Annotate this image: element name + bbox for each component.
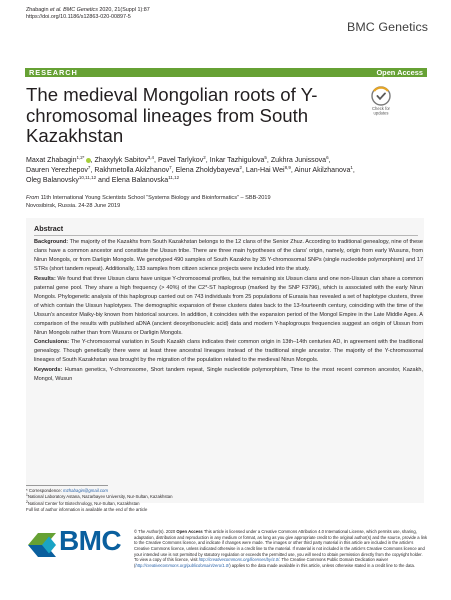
citation-journal: et al. BMC Genetics [48,7,98,13]
author-line-3: Oleg Balanovsky$^{10,11,12}$ and Elena Balanovska$^{11,12}$ [26,175,180,185]
correspondence-label: * Correspondence: [26,488,64,493]
cc-by-link[interactable]: http://creativecommons.org/licenses/by/4.0/ [198,557,280,563]
license-body: This article is licensed under a Creative Commons Attribution 4.0 International License, which permits use, sharing, adaptation, distribution and reproduction in any medium or format, as long as you give appropriate credit to the original author(s) and the source, provide a link to the Creative Commons licence, and indicate if changes were made. The images or other third party material in this article are included in the article's Creative Commons licence, unless indicated otherwise in a credit line to the material. If material is not included in the article's Creative Commons licence and your intended use is not permitted by statutory regulation or exceeds the permitted use, you will need to obtain permission directly from the copyright holder. To view a copy of this licence, visit [134,529,428,563]
section-label: Conclusions: [34,339,70,346]
cc0-link[interactable]: http://creativecommons.org/publicdomain/zero/1.0/ [135,562,230,568]
author-name[interactable]: Elena Balanovska [111,177,169,185]
open-access-label: Open Access [376,68,423,77]
abstract-background [34,238,423,274]
author-affiliation: 11,12 [168,175,180,181]
author-affiliation: 7 [169,165,172,171]
author-name[interactable]: Maxat Zhabagin [26,157,77,164]
author-name[interactable]: Rakhmetolla Akilzhanov [94,167,170,175]
section-label: Results: [34,275,56,282]
author-affiliation: 5 [264,155,267,160]
affiliation-text: National Laboratory Astana, Nazarbayev University, Nur-Sultan, Kazakhstan [27,494,173,500]
author-name[interactable]: Pavel Tarlykov [157,157,204,164]
bmc-wordmark: BMC [59,525,121,556]
email-link[interactable]: mzhabagin@gmail.com [63,488,108,493]
abstract-conclusions [34,338,423,365]
author-name[interactable]: Inkar Tazhigulova [209,157,265,164]
author-affiliation: 10,11,12 [78,175,97,181]
affiliation-number: 1 [26,493,28,498]
conference-note [26,194,431,211]
section-text: Human genetics, Y-chromosome, Short tandem repeat, Single nucleotide polymorphism, Time to the most recent common ancestor, Kazakh, Mongol, Wusun [34,367,423,383]
abstract-heading: Abstract [34,224,64,233]
section-text: The Y-chromosomal variation in South Kazakh clans indicates their common origin in 13th–14th centuries AD, in agreement with the traditional genealogy. Though genetically there were at least three ancestral lineages instead of the traditional single ancestor. The majority of the Y-chromosomal lineages of South Kazakhstan was brought by the migration of the population related to the medieval Nirun Mongols. [34,339,423,364]
footnotes [26,488,216,513]
running-header [26,7,150,21]
author-affiliation: 3,4 [147,155,155,160]
abstract-box [26,218,424,503]
author-name[interactable]: Dauren Yerezhepov [26,167,88,175]
author-affiliation: 1,2* [76,155,85,160]
license-text [134,529,428,569]
section-text: We found that three Uissun clans have unique Y-chromosomal profiles, but the remaining six Uissun clans and one non-Uissun clan share a common paternal gene pool. They share a high frequency (> 40%) of the C2*-ST haplogroup (marked by the SNP F3796), which is associated with the early Nirun Mongols. Phylogenetic analysis of this haplogroup carried out on 743 individuals from 25 populations of Eurasia has revealed a set of haplotype clusters, three of which contain the Uissun haplotypes. The demographic expansion of these clusters dates back to the 13-fourteenth century, coinciding with the time of the Uissun's ancestor Maiky-biy known from historical sources. In addition, it coincides with the expansion period of the Mongol Empire in the Late Middle Ages. A comparison of the results with published aDNA (ancient deoxyribonucleic acid) data and modern Y-haplogroups frequencies suggest an origin of Uissun from Nirun Mongols rather than from Wusuns or Darligin Mongols. [34,275,423,336]
author-name[interactable]: Zukhra Junissova [270,157,327,164]
check-for-updates-icon [367,86,395,117]
citation-line [26,7,150,14]
abstract-body [34,238,423,385]
citation-volume: 2020, 21(Suppl 1):87 [97,7,150,13]
abstract-divider [34,235,418,236]
affiliation-number: 2 [26,499,28,504]
conference-prefix: From [26,195,40,201]
abstract-results [34,275,423,338]
abstract-keywords [34,366,423,384]
citation-authors: Zhabagin [26,7,49,13]
open-access-bold: Open Access [176,529,203,534]
section-label: Background: [34,239,69,245]
section-text: The majority of the Kazakhs from South Kazakhstan belongs to the 12 clans of the Senior Zhuz. According to traditional genealogy, nine of these clans have a common ancestor and constitute the Uissun tribe. There are three main hypotheses of the clans' origin, namely, origin from early Wusuns, from Nirun Mongols, or from Darligin Mongols. We genotyped 490 samples of South Kazakhs by 35 Y-chromosomal SNPs (single nucleotide polymorphism) and 17 STRs (short tandem repeat). Additionally, 133 samples from citizen science projects were included into the study. [34,239,423,272]
author-affiliation: 2 [239,165,242,171]
check-for-updates-badge[interactable] [367,86,395,117]
license-body: ) applies to the data made available in this article, unless otherwise stated in a credit line to the data. [229,562,415,568]
author-info-note: Full list of author information is available at the end of the article [26,506,148,512]
footnote-divider [26,485,108,486]
author-name[interactable]: Lan-Hai Wei [245,167,285,175]
badge-line2: updates [373,110,389,116]
orcid-icon[interactable] [86,158,91,163]
license-body: . The Creative Commons Public Domain Dedication waiver ( [134,557,389,568]
author-name[interactable]: Oleg Balanovsky [26,177,79,185]
author-name[interactable]: Zhaxylyk Sabitov [94,157,148,164]
author-line-2: Dauren Yerezhepov$^7$, Rakhmetolla Akilzhanov$^7$, Elena Zholdybayeva$^2$, Lan-Hai Wei$^{8,9}$, Ainur Akilzhanova$^1$, [26,165,355,175]
author-affiliation: 1 [350,165,353,171]
author-line-1: Maxat Zhabagin$^{1,2*}$ , Zhaxylyk Sabitov$^{3,4}$, Pavel Tarlykov$^2$, Inkar Tazhigulova$^5$, Zukhra Junissova$^6$, [26,155,331,164]
badge-line1: Check for [372,106,390,111]
author-affiliation: 6 [326,155,329,160]
doi-link[interactable]: https://doi.org/10.1186/s12863-020-00897-5 [26,14,131,20]
author-affiliation: 8,9 [284,165,291,171]
section-label: Keywords: [34,367,63,374]
article-title: The medieval Mongolian roots of Y-chromosomal lineages from South Kazakhstan [26,84,318,146]
author-name[interactable]: Ainur Akilzhanova [294,167,351,175]
conference-place: Novosibirsk, Russia. 24-28 June 2019 [26,203,121,210]
author-name[interactable]: Elena Zholdybayeva [175,167,240,175]
conference-line [26,194,431,202]
author-affiliation: 7 [87,165,91,171]
author-affiliation: 2 [203,155,206,160]
conference-text: 11th International Young Scientists School “Systems Biology and Bioinformatics” – SBB-2019 [39,195,271,201]
copyright: © The Author(s). 2020 [134,529,177,534]
journal-name: BMC Genetics [347,20,429,34]
article-type-band [25,68,427,77]
author-list [26,156,431,187]
affiliation-text: National Center for Biotechnology, Nur-Sultan, Kazakhstan [27,500,140,506]
article-type-label: RESEARCH [29,68,78,77]
